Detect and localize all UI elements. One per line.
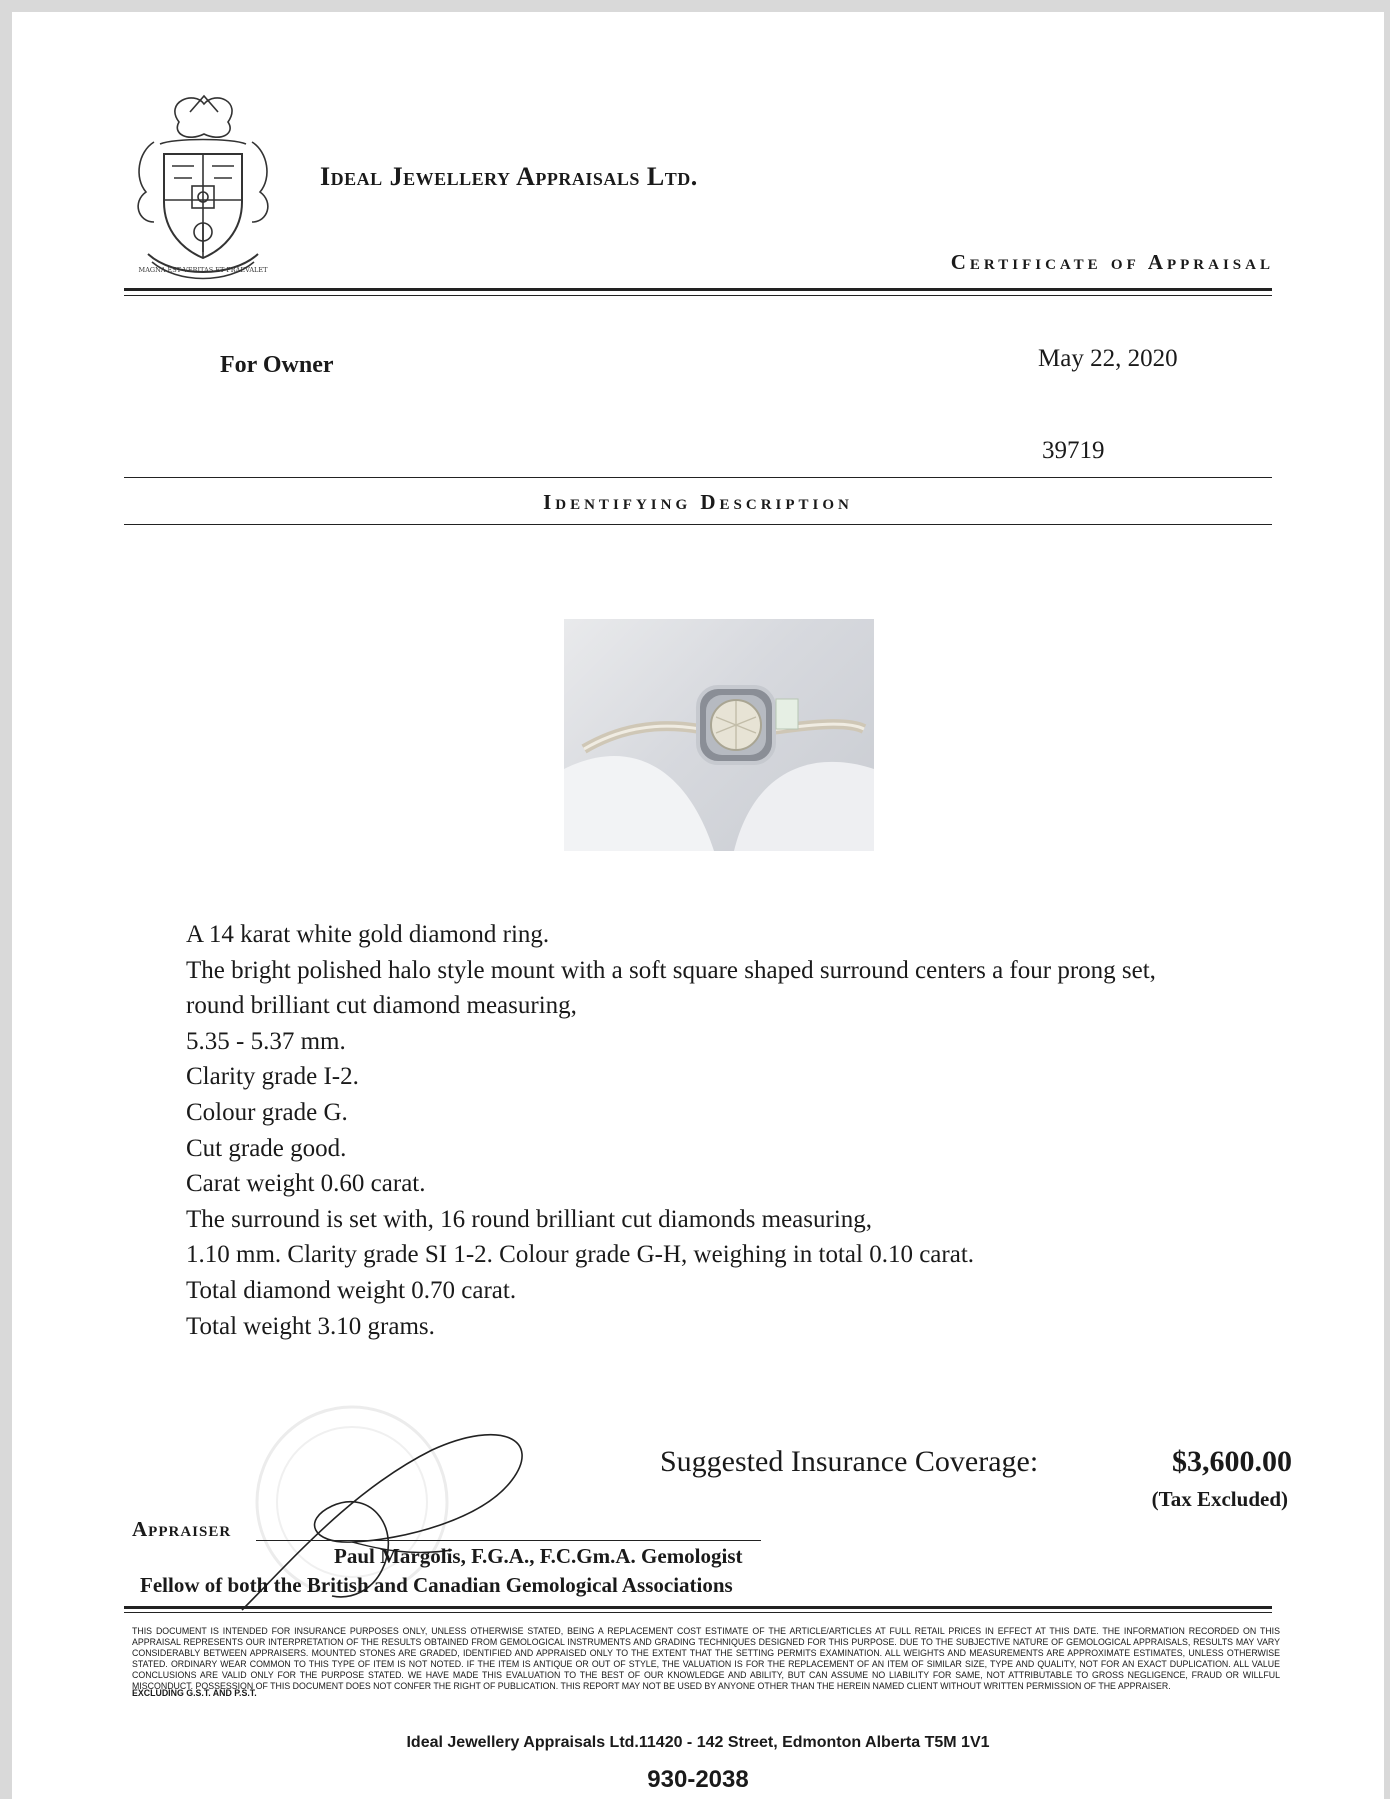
owner-label: For Owner: [220, 352, 334, 378]
description-line: Total weight 3.10 grams.: [186, 1312, 435, 1340]
appraiser-name: Paul Margolis, F.G.A., F.C.Gm.A. Gemologist: [334, 1544, 743, 1568]
coat-of-arms-crest: [124, 82, 282, 282]
appraiser-fellowship: Fellow of both the British and Canadian Gemological Associations: [140, 1573, 733, 1597]
description-line: The surround is set with, 16 round brilliant cut diamonds measuring,: [186, 1205, 873, 1233]
description-line: Colour grade G.: [186, 1098, 348, 1126]
section-divider-bottom: [124, 524, 1272, 525]
header-divider: [124, 288, 1272, 291]
footer-phone: 930-2038: [647, 1766, 749, 1793]
description-line: 5.35 - 5.37 mm.: [186, 1027, 346, 1055]
footer-divider-thin: [124, 1612, 1272, 1613]
description-line: A 14 karat white gold diamond ring.: [186, 921, 550, 948]
footer-divider: [124, 1606, 1272, 1609]
certificate-page: [12, 12, 1384, 1799]
description-block: [186, 917, 1156, 1344]
description-line: Carat weight 0.60 carat.: [186, 1170, 426, 1198]
section-divider-top: [124, 477, 1272, 478]
footer-address: Ideal Jewellery Appraisals Ltd.11420 - 142 Street, Edmonton Alberta T5M 1V1: [406, 1734, 990, 1751]
description-line: round brilliant cut diamond measuring,: [186, 992, 577, 1020]
description-line: Clarity grade I-2.: [186, 1063, 359, 1091]
tax-note: (Tax Excluded): [1151, 1487, 1288, 1511]
ring-illustration: [564, 619, 874, 851]
section-title: Identifying Description: [543, 490, 853, 514]
reference-number: 39719: [1042, 437, 1105, 464]
disclaimer-text: THIS DOCUMENT IS INTENDED FOR INSURANCE PURPOSES ONLY, UNLESS OTHERWISE STATED, BEING A REPLACEMENT COST ESTIMATE OF THE ARTICLE/ARTICLES AT FULL RETAIL PRICES IN EFFECT AT THIS DATE. THE INFORMATION RECORDED ON THIS APPRAISAL REPRESENTS OUR INTERPRETATION OF THE RESULTS OBTAINED FROM GEMOLOGICAL INSTRUMENTS AND GRADING TECHNIQUES DESIGNED FOR THIS PURPOSE. DUE TO THE SUBJECTIVE NATURE OF GEMOLOGICAL APPRAISALS, RESULTS MAY VARY CONSIDERABLY BETWEEN APPRAISERS. MOUNTED STONES ARE GRADED, IDENTIFIED AND APPRAISED ONLY TO THE EXTENT THAT THE SETTING PERMITS EXAMINATION. ALL WEIGHTS AND MEASUREMENTS ARE APPROXIMATE ESTIMATES, UNLESS OTHERWISE STATED. ORDINARY WEAR COMMON TO THIS TYPE OF ITEM IS NOT NOTED. IF THE ITEM IS ANTIQUE OR OUT OF STYLE, THE VALUATION IS FOR THE REPLACEMENT OF AN ITEM OF SIMILAR SIZE, TYPE AND QUALITY, NOT FOR AN EXACT DUPLICATION. ALL VALUE CONCLUSIONS ARE VALID ONLY FOR THE PURPOSE STATED. WE HAVE MADE THIS EVALUATION TO THE BEST OF OUR KNOWLEDGE AND ABILITY, BUT CAN ASSUME NO LIABILITY FOR SAME, NOT ATTRIBUTABLE TO GROSS NEGLIGENCE, FRAUD OR WILLFUL MISCONDUCT. POSSESSION OF THIS DOCUMENT DOES NOT CONFER THE RIGHT OF PUBLICATION. THIS REPORT MAY NOT BE USED BY ANYONE OTHER THAN THE HEREIN NAMED CLIENT WITHOUT WRITTEN PERMISSION OF THE APPRAISER.: [132, 1626, 1280, 1691]
crest-motto: MAGNA EST VERITAS ET PRAEVALET: [138, 266, 268, 274]
company-name: Ideal Jewellery Appraisals Ltd.: [320, 162, 698, 191]
certificate-title: Certificate of Appraisal: [950, 250, 1274, 274]
description-line: Total diamond weight 0.70 carat.: [186, 1276, 517, 1304]
insurance-coverage-label: Suggested Insurance Coverage:: [660, 1445, 1039, 1478]
appraiser-label: Appraiser: [132, 1517, 232, 1541]
header-divider-thin: [124, 295, 1272, 296]
ring-photo: [564, 619, 874, 851]
description-line: The bright polished halo style mount with a soft square shaped surround centers a four prong set,: [186, 956, 1156, 984]
appraisal-date: May 22, 2020: [1038, 345, 1178, 372]
tax-exclusion-note: EXCLUDING G.S.T. AND P.S.T.: [132, 1688, 257, 1698]
description-line: Cut grade good.: [186, 1134, 347, 1162]
insurance-amount: $3,600.00: [1172, 1445, 1292, 1478]
description-line: 1.10 mm. Clarity grade SI 1-2. Colour grade G-H, weighing in total 0.10 carat.: [186, 1241, 975, 1269]
